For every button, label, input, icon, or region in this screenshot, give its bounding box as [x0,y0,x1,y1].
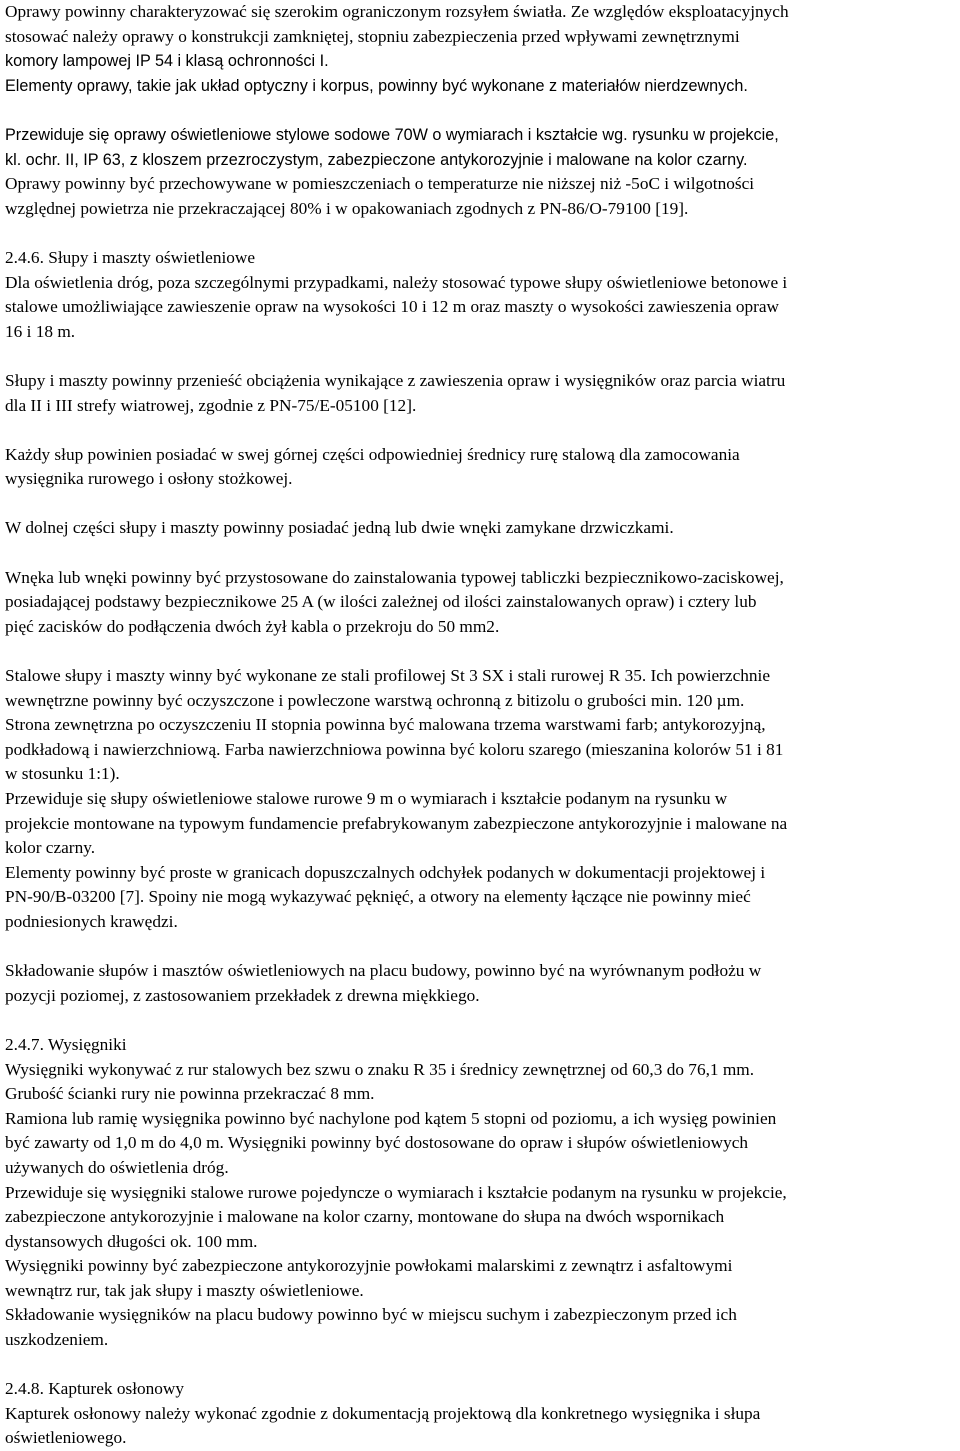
text-line: dla II i III strefy wiatrowej, zgodnie z PN-75/E-05100 [12]. [5,395,417,415]
text-line: być zawarty od 1,0 m do 4,0 m. Wysięgniki powinny być dostosowane do opraw i słupów oświetleniowych [5,1133,749,1153]
text-line: w stosunku 1:1). [5,764,120,784]
text-line: Przewiduje się oprawy oświetleniowe stylowe sodowe 70W o wymiarach i kształcie wg. rysunku w projekcie, [5,125,779,144]
paragraph [5,959,958,1008]
text-line: względnej powietrza nie przekraczającej 80% i w opakowaniach zgodnych z PN-86/O-79100 [19]. [5,198,689,218]
text-line: komory lampowej IP 54 i klasą ochronności I. [5,52,329,71]
text-line: posiadającej podstawy bezpiecznikowe 25 A (w ilości zależnej od ilości zainstalowanych opraw) i cztery lub [5,592,757,612]
paragraph [5,246,958,344]
text-line: Ramiona lub ramię wysięgnika powinno być nachylone pod kątem 5 stopni od poziomu, a ich wysięg powinien [5,1108,777,1128]
text-line: kolor czarny. [5,838,96,858]
text-line: stalowe umożliwiające zawieszenie opraw na wysokości 10 i 12 m oraz maszty o wysokości zawieszenia opraw [5,297,780,317]
text-line: Przewiduje się wysięgniki stalowe rurowe pojedyncze o wymiarach i kształcie podanym na rysunku w projekcie, [5,1182,787,1202]
paragraph-gap [5,541,958,566]
text-line: Przewiduje się słupy oświetleniowe stalowe rurowe 9 m o wymiarach i kształcie podanym na rysunku w [5,789,728,808]
paragraph [5,369,958,418]
paragraph [5,664,958,935]
text-line: PN-90/B-03200 [7]. Spoiny nie mogą wykazywać pęknięć, a otwory na elementy łączące nie powinny mieć [5,887,751,907]
text-line: Kapturek osłonowy należy wykonać zgodnie z dokumentacją projektową dla konkretnego wysięgnika i słupa [5,1403,761,1423]
paragraph-gap [5,221,958,246]
text-line: Grubość ścianki rury nie powinna przekraczać 8 mm. [5,1084,375,1104]
paragraph-gap [5,98,958,123]
text-line: wysięgnika rurowego i osłony stożkowej. [5,469,293,489]
text-line: W dolnej części słupy i maszty powinny posiadać jedną lub dwie wnęki zamykane drzwiczkami. [5,518,674,538]
text-line: Składowanie wysięgników na placu budowy powinno być w miejscu suchym i zabezpieczonym przed ich [5,1305,737,1325]
text-line: Słupy i maszty powinny przenieść obciążenia wynikające z zawieszenia opraw i wysięgników oraz parcia wiatru [5,370,786,390]
text-line: 2.4.6. Słupy i maszty oświetleniowe [5,247,256,267]
paragraph [5,443,958,492]
text-line: zabezpieczone antykorozyjnie i malowane na kolor czarny, montowane do słupa na dwóch wspornikach [5,1207,725,1227]
text-line: Elementy powinny być proste w granicach dopuszczalnych odchyłek podanych w dokumentacji projektowej i [5,862,766,882]
text-line: 2.4.8. Kapturek osłonowy [5,1379,185,1399]
text-line: 16 i 18 m. [5,321,76,341]
text-line: Wnęka lub wnęki powinny być przystosowane do zainstalowania typowej tabliczki bezpiecznikowo-zaciskowej, [5,567,784,587]
paragraph-gap [5,1353,958,1378]
paragraph [5,123,958,221]
text-line: projekcie montowane na typowym fundamencie prefabrykowanym zabezpieczone antykorozyjnie i malowane na [5,813,788,833]
text-line: podkładową i nawierzchniową. Farba nawierzchniowa powinna być koloru szarego (mieszanina kolorów 51 i 81 [5,739,784,759]
paragraph [5,0,958,98]
paragraph-gap [5,935,958,960]
text-line: podniesionych krawędzi. [5,911,178,931]
text-line: Wysięgniki powinny być zabezpieczone antykorozyjnie powłokami malarskimi z zewnątrz i asfaltowymi [5,1256,733,1276]
text-line: dystansowych długości ok. 100 mm. [5,1231,258,1251]
document-body [5,0,958,1451]
paragraph [5,1033,958,1353]
text-line: Elementy oprawy, takie jak układ optyczny i korpus, powinny być wykonane z materiałów nierdzewnych. [5,76,748,95]
text-line: Stalowe słupy i maszty winny być wykonane ze stali profilowej St 3 SX i stali rurowej R 35. Ich powierzchnie [5,666,771,686]
text-line: pozycji poziomej, z zastosowaniem przekładek z drewna miękkiego. [5,985,480,1005]
text-line: 2.4.7. Wysięgniki [5,1034,127,1054]
paragraph [5,566,958,640]
text-line: Wysięgniki wykonywać z rur stalowych bez szwu o znaku R 35 i średnicy zewnętrznej od 60,3 do 76,1 mm. [5,1059,755,1079]
text-line: Oprawy powinny charakteryzować się szerokim ograniczonym rozsyłem światła. Ze względów eksploatacyjnych [5,2,789,21]
text-line: uszkodzeniem. [5,1330,109,1350]
paragraph-gap [5,639,958,664]
paragraph [5,1377,958,1451]
text-line: Strona zewnętrzna po oczyszczeniu II stopnia powinna być malowana trzema warstwami farb; antykorozyjną, [5,715,766,735]
text-line: Każdy słup powinien posiadać w swej górnej części odpowiedniej średnicy rurę stalową dla zamocowania [5,444,740,464]
text-line: oświetleniowego. [5,1428,127,1448]
paragraph [5,516,958,541]
text-line: używanych do oświetlenia dróg. [5,1157,229,1177]
paragraph-gap [5,418,958,443]
text-line: wewnętrzne powinny być oczyszczone i powleczone warstwą ochronną z bitizolu o grubości min. 120 µm. [5,690,745,710]
text-line: pięć zacisków do podłączenia dwóch żył kabla o przekroju do 50 mm2. [5,616,500,636]
text-line: Dla oświetlenia dróg, poza szczególnymi przypadkami, należy stosować typowe słupy oświetleniowe betonowe i [5,272,788,292]
paragraph-gap [5,344,958,369]
text-line: wewnątrz rur, tak jak słupy i maszty oświetleniowe. [5,1280,364,1300]
paragraph-gap [5,492,958,517]
text-line: stosować należy oprawy o konstrukcji zamkniętej, stopniu zabezpieczenia przed wpływami zewnętrznymi [5,26,740,46]
text-line: Składowanie słupów i masztów oświetleniowych na placu budowy, powinno być na wyrównanym podłożu w [5,961,762,981]
text-line: kl. ochr. II, IP 63, z kloszem przezroczystym, zabezpieczone antykorozyjnie i malowane na kolor czarny. [5,150,748,169]
paragraph-gap [5,1008,958,1033]
text-line: Oprawy powinny być przechowywane w pomieszczeniach o temperaturze nie niższej niż -5oC i wilgotności [5,174,755,194]
